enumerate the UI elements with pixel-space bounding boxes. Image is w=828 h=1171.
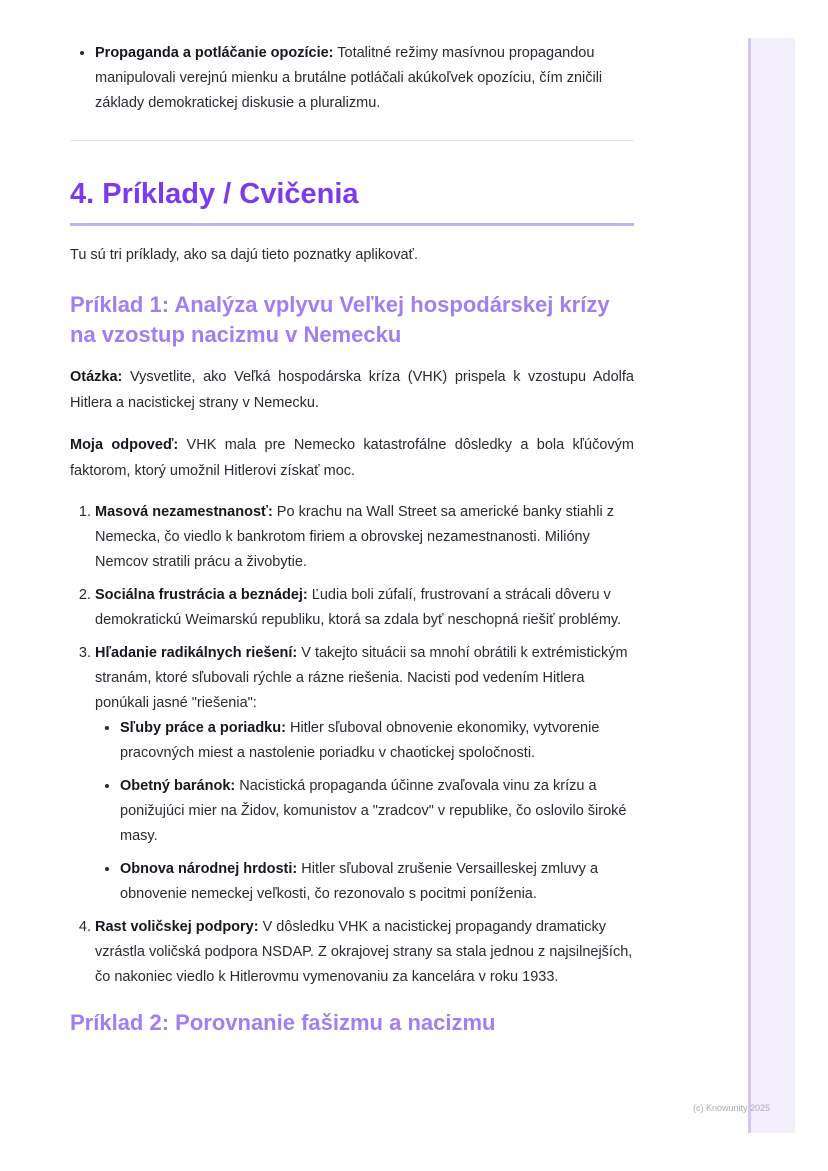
answer-paragraph bbox=[70, 432, 634, 484]
sub-list-item bbox=[120, 857, 634, 907]
list-item bbox=[95, 41, 634, 116]
side-panel bbox=[748, 38, 795, 1133]
step-term: Sociálna frustrácia a beznádej: bbox=[95, 587, 308, 603]
list-item bbox=[95, 641, 634, 907]
sub-list-item bbox=[120, 774, 634, 849]
sub-text: Hitler sľuboval obnovenie ekonomiky, vytvorenie pracovných miest a nastolenie poriadku v chaotickej spoločnosti. bbox=[120, 720, 600, 761]
step-term: Hľadanie radikálnych riešení: bbox=[95, 645, 298, 661]
watermark: (c) Knowunity 2025 bbox=[693, 1103, 771, 1113]
list-item bbox=[95, 915, 634, 990]
list-item bbox=[95, 500, 634, 575]
question-text: Vysvetlite, ako Veľká hospodárska kríza (VHK) prispela k vzostupu Adolfa Hitlera a nacistickej strany v Nemecku. bbox=[70, 369, 634, 411]
example-2-title: Príklad 2: Porovnanie fašizmu a nacizmu bbox=[70, 1010, 496, 1035]
step-term: Masová nezamestnanosť: bbox=[95, 504, 273, 520]
step-term: Rast voličskej podpory: bbox=[95, 919, 259, 935]
step-text: Ľudia boli zúfalí, frustrovaní a strácali dôveru v demokratickú Weimarskú republiku, ktorá sa zdala byť neschopná riešiť problémy. bbox=[95, 587, 622, 628]
section-intro: Tu sú tri príklady, ako sa dajú tieto poznatky aplikovať. bbox=[70, 247, 418, 263]
list-item bbox=[95, 583, 634, 633]
step-text: V dôsledku VHK a nacistickej propagandy dramaticky vzrástla voličská podpora NSDAP. Z okrajovej strany sa stala jednou z najsilnejších, čo nakoniec viedlo k Hitlerovmu vymenovaniu za kancelára v roku 1933. bbox=[95, 919, 633, 985]
bullet-list bbox=[70, 41, 634, 116]
document-page bbox=[70, 30, 634, 1038]
answer-text: VHK mala pre Nemecko katastrofálne dôsledky a bola kľúčovým faktorom, ktorý umožnil Hitlerovi získať moc. bbox=[70, 437, 634, 479]
sub-term: Obnova národnej hrdosti: bbox=[120, 861, 298, 877]
sub-text: Nacistická propaganda účinne zvaľovala vinu za krízu a ponižujúci mier na Židov, komunistov a "zradcov" v republike, čo oslovilo široké masy. bbox=[120, 778, 627, 844]
sub-bullet-list bbox=[95, 716, 634, 907]
sub-list-item bbox=[120, 716, 634, 766]
step-text: Po krachu na Wall Street sa americké banky stiahli z Nemecka, čo viedlo k bankrotom firiem a obrovskej nezamestnanosti. Milióny Nemcov stratili prácu a živobytie. bbox=[95, 504, 614, 570]
bullet-term: Propaganda a potláčanie opozície: bbox=[95, 45, 334, 61]
sub-text: Hitler sľuboval zrušenie Versailleskej zmluvy a obnovenie nemeckej veľkosti, čo rezonovalo s pocitmi poníženia. bbox=[120, 861, 599, 902]
numbered-list bbox=[70, 500, 634, 990]
answer-label: Moja odpoveď: bbox=[70, 437, 179, 453]
section-title: 4. Príklady / Cvičenia bbox=[70, 177, 634, 226]
sub-term: Sľuby práce a poriadku: bbox=[120, 720, 286, 736]
step-text: V takejto situácii sa mnohí obrátili k extrémistickým stranám, ktoré sľubovali rýchle a rázne riešenia. Nacisti pod vedením Hitlera ponúkali jasné "riešenia": bbox=[95, 645, 628, 711]
divider bbox=[70, 140, 634, 141]
question-paragraph bbox=[70, 364, 634, 416]
sub-term: Obetný baránok: bbox=[120, 778, 236, 794]
question-label: Otázka: bbox=[70, 369, 123, 385]
example-1-title: Príklad 1: Analýza vplyvu Veľkej hospodárskej krízy na vzostup nacizmu v Nemecku bbox=[70, 292, 610, 347]
bullet-text: Totalitné režimy masívnou propagandou manipulovali verejnú mienku a brutálne potláčali akúkoľvek opozíciu, čím zničili základy demokratickej diskusie a pluralizmu. bbox=[95, 45, 603, 111]
